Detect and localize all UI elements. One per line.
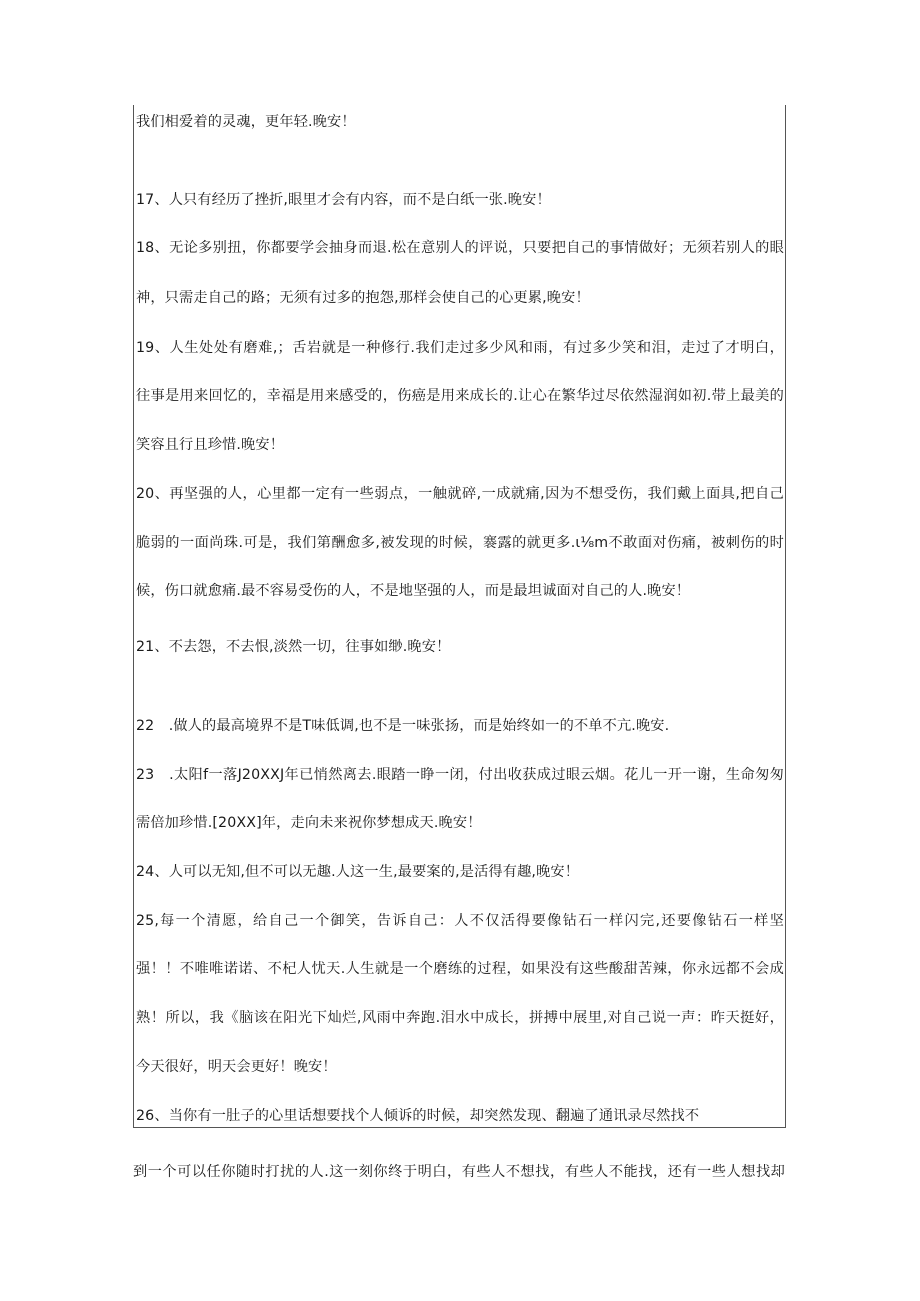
text-line: 18、无论多别扭，你都要学会抽身而退.松在意别人的评说，只要把自己的事情做好；无须若别人的眼 <box>136 240 784 256</box>
text-line: 23 .太阳f一落J20XXJ年已悄然离去.眼踏一睁一闭，付出收获成过眼云烟。花儿一开一谢，生命匆匆 <box>136 767 784 783</box>
text-line: 熟！所以，我《脑该在阳光下灿烂,风雨中奔跑.泪水中成长，拼搏中展里,对自己说一声：昨天挺好， <box>136 1010 784 1026</box>
text-line: 我们相爱着的灵魂，更年轻.晚安！ <box>136 114 356 130</box>
text-line: 19、人生处处有磨难,；舌岩就是一种修行.我们走过多少风和雨，有过多少笑和泪，走过了才明白， <box>136 340 784 356</box>
text-line: 17、人只有经历了挫折,眼里才会有内容，而不是白纸一张.晚安！ <box>136 192 551 208</box>
text-line: 需倍加珍惜.[20XX]年，走向未来祝你梦想成天.晚安！ <box>136 815 482 831</box>
text-line: 今天很好，明天会更好！晚安！ <box>136 1059 337 1075</box>
text-line: 22 .做人的最高境界不是T味低调,也不是一味张扬，而是始终如一的不单不亢.晚安. <box>136 718 670 734</box>
text-line: 往事是用来回忆的，幸福是用来感受的，伤癌是用来成长的.让心在繁华过尽依然湿润如初.带上最美的 <box>136 388 784 404</box>
text-line: 26、当你有一肚子的心里话想要找个人倾诉的时候，却突然发现、翻遍了通讯录尽然找不 <box>136 1108 700 1124</box>
text-line: 20、再坚强的人，心里都一定有一些弱点，一触就碎,一成就痛,因为不想受伤，我们戴上面具,把自己 <box>136 486 784 502</box>
text-line: 强！！不唯唯诺诺、不杞人忧天.人生就是一个磨练的过程，如果没有这些酸甜苦辣，你永远都不会成 <box>136 961 784 977</box>
text-line: 神，只需走自己的路；无须有过多的抱怨,那样会使自己的心更累,晚安！ <box>136 290 590 306</box>
text-line: 25,每一个清愿，给自己一个御笑，告诉自己：人不仅活得要像钻石一样闪完,还要像钻石一样坚 <box>136 913 784 929</box>
text-line: 候，伤口就愈痛.最不容易受伤的人，不是地坚强的人，而是最坦诚面对自己的人.晚安！ <box>136 583 691 599</box>
text-line: 到一个可以任你随时打扰的人.这一刻你终于明白，有些人不想找，有些人不能找，还有一些人想找却 <box>133 1164 785 1180</box>
text-line: 脆弱的一面尚珠.可是，我们第酬愈多,被发现的时候，褰露的就更多.ι⅛m不敢面对伤痛，被刺伤的时 <box>136 535 784 551</box>
text-line: 24、人可以无知,但不可以无趣.人这一生,最要案的,是活得有趣,晚安！ <box>136 864 580 880</box>
text-line: 21、不去怨，不去恨,淡然一切，往事如缈.晚安！ <box>136 639 451 655</box>
text-line: 笑容且行且珍惜.晚安！ <box>136 437 285 453</box>
